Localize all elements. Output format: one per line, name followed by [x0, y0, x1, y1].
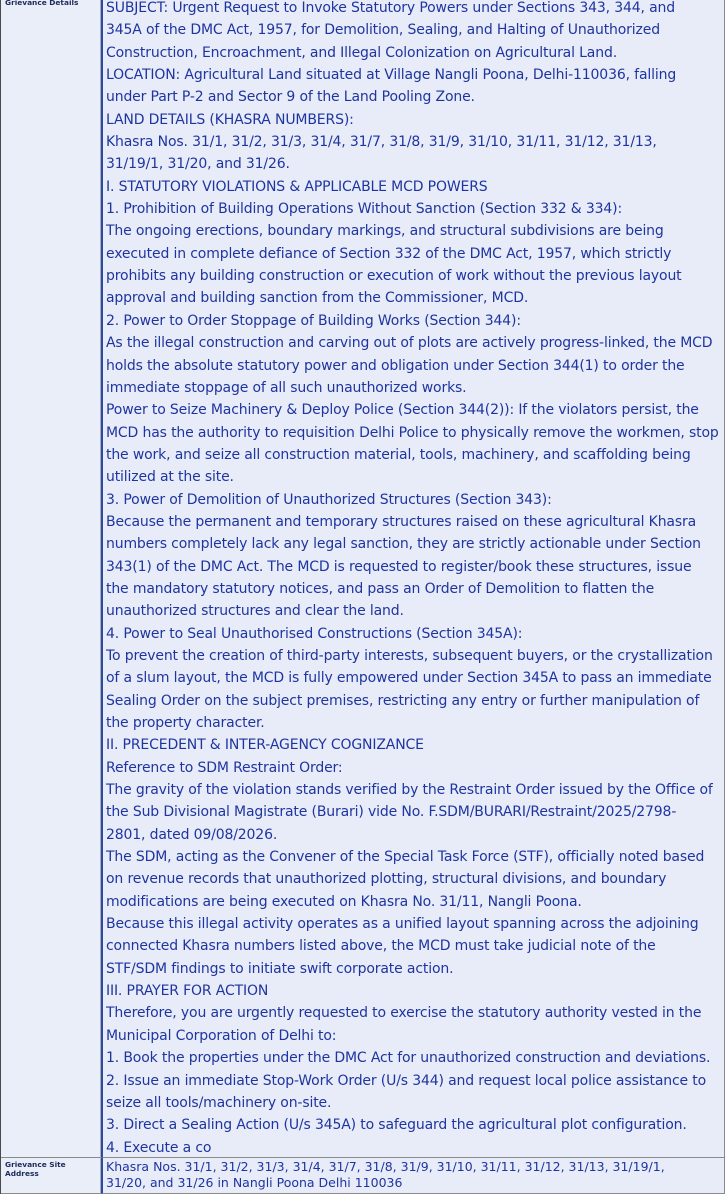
grievance-site-address-text: Khasra Nos. 31/1, 31/2, 31/3, 31/4, 31/7, 31/8, 31/9, 31/10, 31/11, 31/12, 31/13, 31/19/1, 31/20, and 31/26 in Nangli Poona Delhi 110036 [106, 1159, 665, 1190]
grievance-details-row [1, 0, 725, 1158]
grievance-site-address-row [1, 1158, 725, 1194]
grievance-site-address-value-cell [101, 1158, 725, 1194]
grievance-details-value-cell [101, 0, 725, 1158]
grievance-site-address-label: Grievance Site Address [5, 1160, 66, 1178]
grievance-details-label: Grievance Details [5, 0, 79, 7]
grievance-details-text: SUBJECT: Urgent Request to Invoke Statutory Powers under Sections 343, 344, and 345A of the DMC Act, 1957, for Demolition, Sealing, and Halting of Unauthorized Construction, Encroachment, and Illegal Colonization on Agricultural Land. LOCATION: Agricultural Land situated at Village Nangli Poona, Delhi-110036, falling under Part P-2 and Sector 9 of the Land Pooling Zone. LAND DETAILS (KHASRA NUMBERS): Khasra Nos. 31/1, 31/2, 31/3, 31/4, 31/7, 31/8, 31/9, 31/10, 31/11, 31/12, 31/13, 31/19/1, 31/20, and 31/26. I. STATUTORY VIOLATIONS & APPLICABLE MCD POWERS 1. Prohibition of Building Operations Without Sanction (Section 332 & 334): The ongoing erections, boundary markings, and structural subdivisions are being executed in complete defiance of Section 332 of the DMC Act, 1957, which strictly prohibits any building construction or execution of work without the previous layout approval and building sanction from the Commissioner, MCD. 2. Power to Order Stoppage of Building Works (Section 344): As the illegal construction and carving out of plots are actively progress-linked, the MCD holds the absolute statutory power and obligation under Section 344(1) to order the immediate stoppage of all such unauthorized works. Power to Seize Machinery & Deploy Police (Section 344(2)): If the violators persist, the MCD has the authority to requisition Delhi Police to physically remove the workmen, stop the work, and seize all construction material, tools, machinery, and scaffolding being utilized at the site. 3. Power of Demolition of Unauthorized Structures (Section 343): Because the permanent and temporary structures raised on these agricultural Khasra numbers completely lack any legal sanction, they are strictly actionable under Section 343(1) of the DMC Act. The MCD is requested to register/book these structures, issue the mandatory statutory notices, and pass an Order of Demolition to flatten the unauthorized structures and clear the land. 4. Power to Seal Unauthorised Constructions (Section 345A): To prevent the creation of third-party interests, subsequent buyers, or the crystallization of a slum layout, the MCD is fully empowered under Section 345A to pass an immediate Sealing Order on the subject premises, restricting any entry or further manipulation of the property character. II. PRECEDENT & INTER-AGENCY COGNIZANCE Reference to SDM Restraint Order: The gravity of the violation stands verified by the Restraint Order issued by the Office of the Sub Divisional Magistrate (Burari) vide No. F.SDM/BURARI/Restraint/2025/2798- 2801, dated 09/08/2026. The SDM, acting as the Convener of the Special Task Force (STF), officially noted based on revenue records that unauthorized plotting, structural divisions, and boundary modifications are being executed on Khasra No. 31/11, Nangli Poona. Because this illegal activity operates as a unified layout spanning across the adjoining connected Khasra numbers listed above, the MCD must take judicial note of the STF/SDM findings to initiate swift corporate action. III. PRAYER FOR ACTION Therefore, you are urgently requested to exercise the statutory authority vested in the Municipal Corporation of Delhi to: 1. Book the properties under the DMC Act for unauthorized construction and deviations. 2. Issue an immediate Stop-Work Order (U/s 344) and request local police assistance to seize all tools/machinery on-site. 3. Direct a Sealing Action (U/s 345A) to safeguard the agricultural plot configuration. 4. Execute a co [106, 0, 719, 1156]
grievance-site-address-label-cell [1, 1158, 101, 1194]
grievance-details-label-cell [1, 0, 101, 1158]
